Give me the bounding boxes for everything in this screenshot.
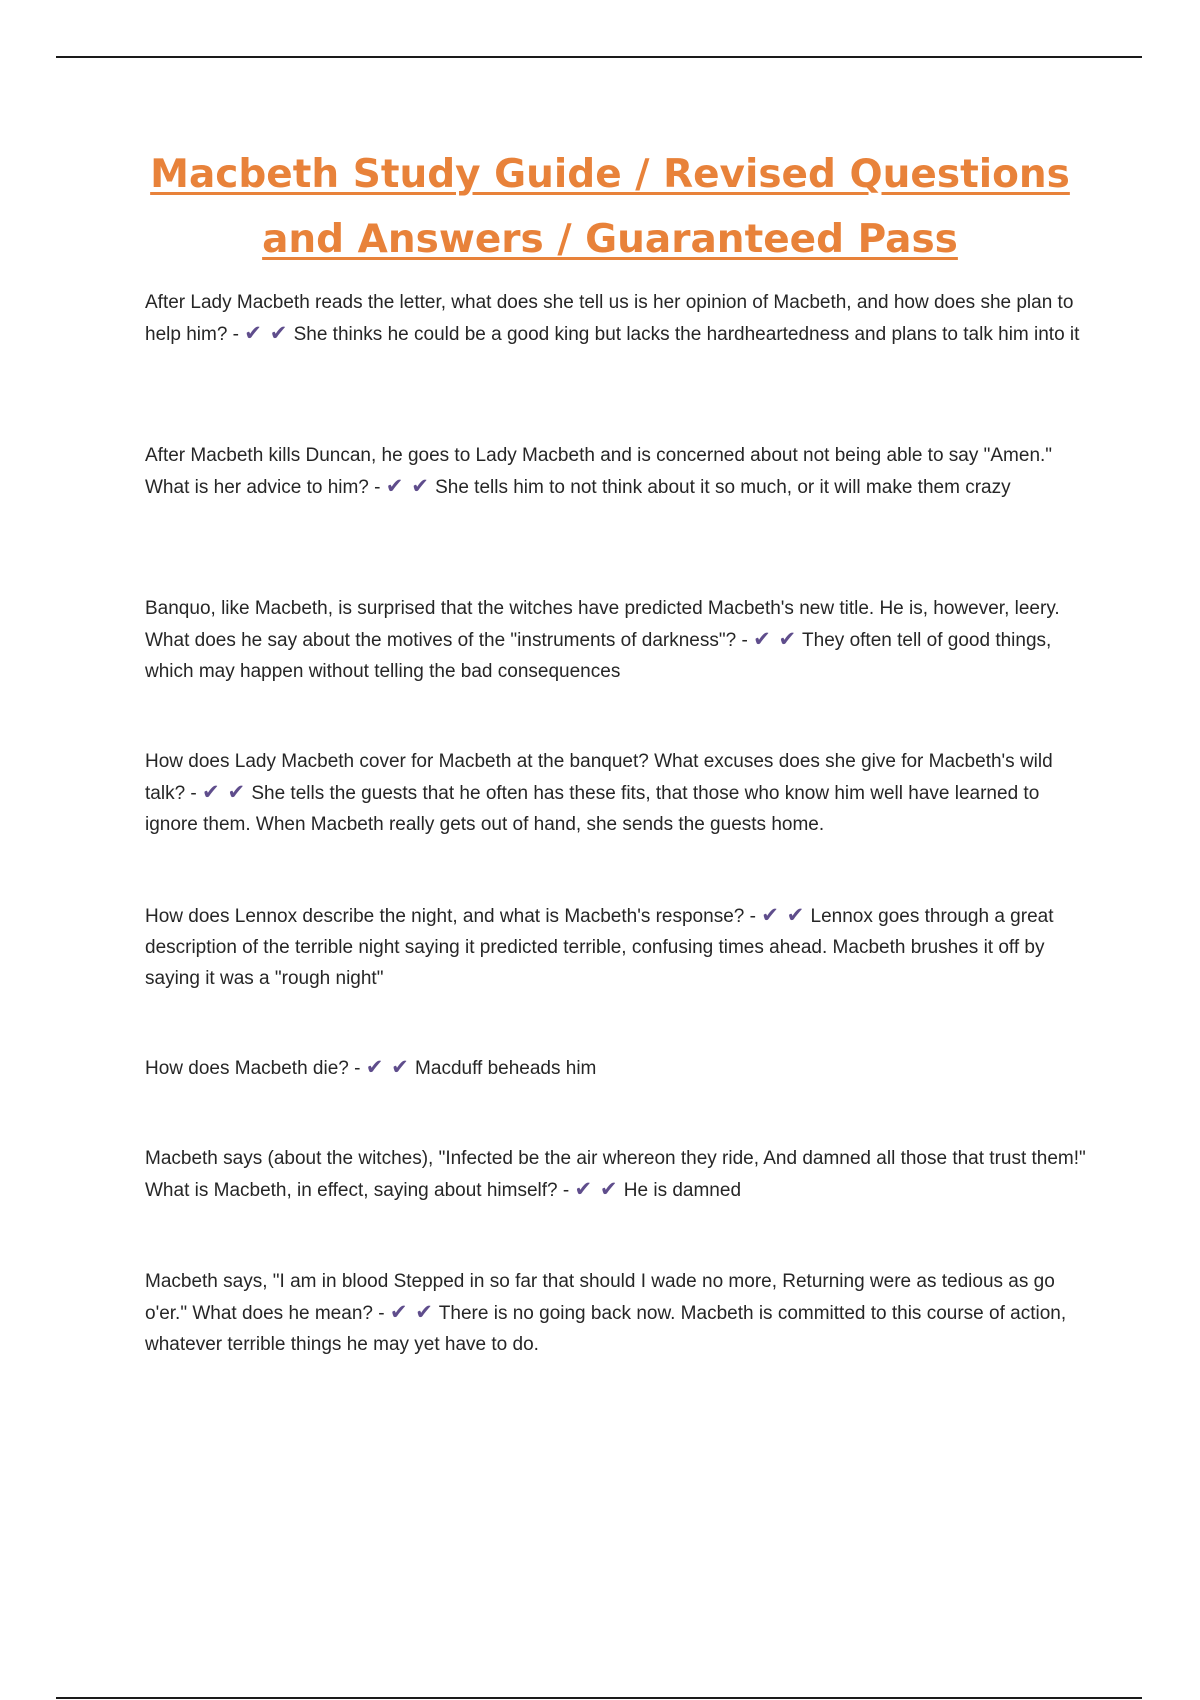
answer-text: She tells the guests that he often has these fits, that those who know him well have learned to ignore them. When Macbeth really gets out of hand, she sends the guests home. [145, 783, 1040, 835]
question-text: After Lady Macbeth reads the letter, what does she tell us is her opinion of Macbeth, and how does she plan to help him? - [145, 292, 1074, 345]
qa-item-6 [145, 1052, 1090, 1084]
answer-text: She tells him to not think about it so much, or it will make them crazy [429, 477, 1011, 498]
qa-item-2 [145, 440, 1090, 503]
answer-text: They often tell of good things, which may happen without telling the bad consequences [145, 630, 1052, 682]
answer-text: He is damned [618, 1180, 742, 1201]
question-text: How does Lennox describe the night, and what is Macbeth's response? - [145, 906, 762, 927]
question-text: Banquo, like Macbeth, is surprised that the witches have predicted Macbeth's new title. He is, however, leery. What does he say about the motives of the "instruments of darkness"? - [145, 598, 1060, 651]
question-text: Macbeth says (about the witches), "Infected be the air whereon they ride, And damned all those that trust them!" What is Macbeth, in effect, saying about himself? - [145, 1148, 1086, 1201]
qa-item-4 [145, 746, 1090, 840]
qa-item-1 [145, 287, 1090, 350]
question-text: How does Macbeth die? - [145, 1058, 366, 1079]
double-check-icon: ✔ ✔ [389, 1301, 434, 1324]
question-text: How does Lady Macbeth cover for Macbeth at the banquet? What excuses does she give for Macbeth's wild talk? - [145, 751, 1053, 804]
qa-item-3 [145, 593, 1090, 687]
double-check-icon: ✔ ✔ [761, 904, 806, 927]
qa-item-7 [145, 1143, 1090, 1206]
double-check-icon: ✔ ✔ [244, 322, 289, 345]
bottom-rule [56, 1697, 1142, 1699]
answer-text: Macduff beheads him [409, 1058, 597, 1079]
double-check-icon: ✔ ✔ [753, 628, 798, 651]
question-text: Macbeth says, "I am in blood Stepped in so far that should I wade no more, Returning were as tedious as go o'er." What does he mean? - [145, 1271, 1055, 1324]
answer-text: She thinks he could be a good king but lacks the hardheartedness and plans to talk him into it [288, 324, 1080, 345]
top-rule [56, 56, 1142, 58]
answer-text: There is no going back now. Macbeth is committed to this course of action, whatever terrible things he may yet have to do. [145, 1303, 1067, 1355]
double-check-icon: ✔ ✔ [385, 475, 430, 498]
double-check-icon: ✔ ✔ [365, 1056, 410, 1079]
answer-text: Lennox goes through a great description of the terrible night saying it predicted terrible, confusing times ahead. Macbeth brushes it off by saying it was a "rough night" [145, 906, 1054, 989]
qa-item-8 [145, 1266, 1090, 1360]
question-text: After Macbeth kills Duncan, he goes to Lady Macbeth and is concerned about not being able to say "Amen." What is her advice to him? - [145, 445, 1053, 498]
double-check-icon: ✔ ✔ [574, 1178, 619, 1201]
document-title: Macbeth Study Guide / Revised Questions and Answers / Guaranteed Pass [150, 152, 1070, 262]
double-check-icon: ✔ ✔ [202, 781, 247, 804]
qa-item-5 [145, 900, 1090, 994]
